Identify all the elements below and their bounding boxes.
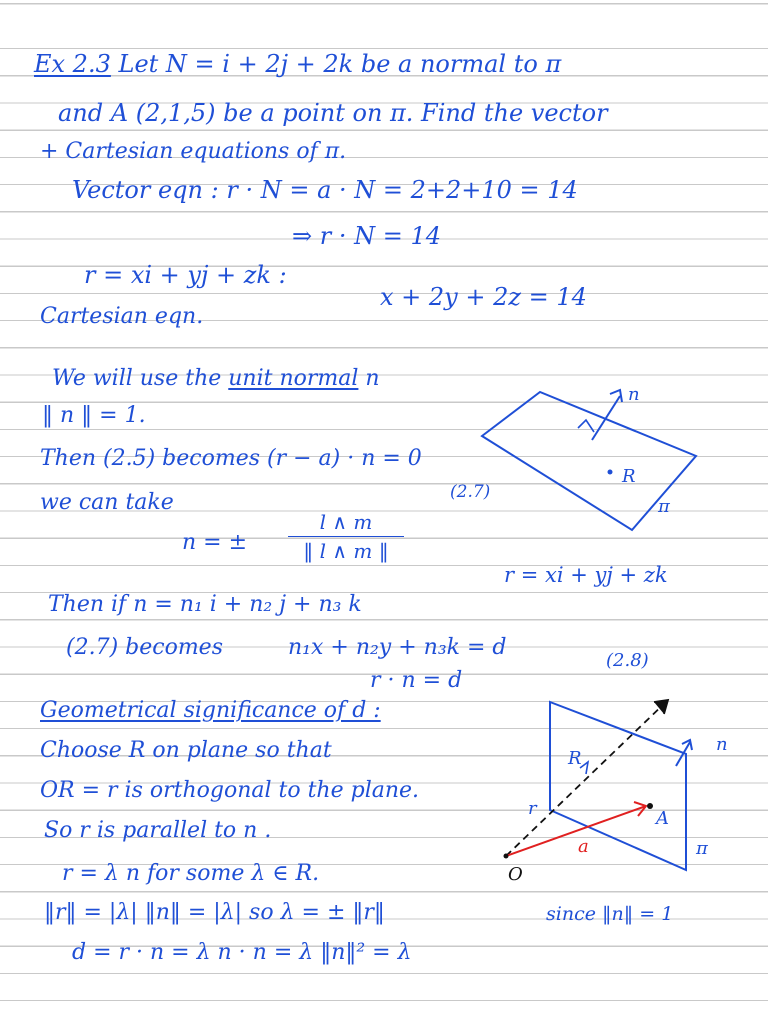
unit-normal-fraction: [288, 510, 404, 563]
choose-r-line: Choose R on plane so that: [40, 738, 332, 763]
origin-label: O: [508, 864, 523, 885]
plane-outline-2: [550, 702, 686, 870]
fraction-numerator: l ∧ m: [319, 510, 373, 534]
fraction-prefix: n = ±: [182, 530, 248, 555]
right-angle-mark-1: [578, 420, 594, 432]
example-line-2: and A (2,1,5) be a point on π. Find the vector: [58, 99, 608, 127]
normal-components-line: Then if n = n₁ i + n₂ j + n₃ k: [48, 592, 362, 617]
plane-diagram-1: [470, 370, 710, 540]
point-label-1: R: [622, 466, 636, 487]
position-vector-dashed: [506, 700, 668, 856]
dot-product-d: r · n = d: [370, 668, 463, 693]
parallel-line: So r is parallel to n .: [44, 818, 272, 843]
point-a-dot: [647, 803, 653, 809]
d-equals-lambda-line: d = r · n = λ n · n = λ ‖n‖² = λ: [72, 940, 412, 965]
cartesian-label: Cartesian eqn.: [40, 304, 204, 329]
vector-equation-result: ⇒ r · N = 14: [292, 222, 442, 250]
normal-arrowhead-1: [610, 390, 622, 402]
a-vector-label: a: [578, 836, 589, 857]
plane-diagram-2: [490, 690, 710, 890]
plane-label-1: π: [658, 496, 670, 517]
r-label-2: r: [528, 798, 537, 819]
vector-a-line: [506, 806, 646, 856]
lambda-line: r = λ n for some λ ∈ R.: [62, 861, 320, 886]
equation-2-5-line: Then (2.5) becomes (r − a) · n = 0: [40, 446, 422, 471]
norm-equals-one: ‖ n ‖ = 1.: [42, 403, 146, 428]
unit-normal-line: [52, 368, 380, 390]
point-r-dot-1: [608, 470, 613, 475]
normal-label-1: n: [628, 384, 640, 405]
normal-label-2: n: [716, 734, 728, 755]
example-line-3: + Cartesian equations of π.: [40, 139, 347, 164]
normal-vector-line-1: [592, 396, 620, 440]
example-tag: Ex 2.3: [34, 50, 111, 78]
a-point-label: A: [656, 808, 669, 829]
example-statement: Let N = i + 2j + 2k be a normal to π: [118, 50, 562, 78]
fraction-bar: [288, 536, 404, 537]
unit-normal-symbol: n: [365, 366, 380, 391]
orthogonal-line: OR = r is orthogonal to the plane.: [40, 778, 420, 803]
since-norm-one: since ‖n‖ = 1: [546, 903, 674, 925]
geometrical-significance-heading: Geometrical significance of d :: [40, 698, 381, 723]
plane-label-2: π: [696, 838, 708, 859]
origin-dot: [504, 854, 509, 859]
cartesian-equation: x + 2y + 2z = 14: [380, 283, 587, 311]
fraction-denominator: ‖ l ∧ m ‖: [303, 539, 389, 563]
equation-2-8: n₁x + n₂y + n₃k = d: [288, 635, 507, 660]
equation-tag-2-8: (2.8): [606, 650, 649, 671]
r-point-label-2: R: [568, 748, 582, 769]
norm-lambda-line: ‖r‖ = |λ| ‖n‖ = |λ| so λ = ± ‖r‖: [44, 900, 385, 925]
position-vector-repeat: r = xi + yj + zk: [504, 563, 668, 587]
example-line-1: [34, 52, 561, 76]
vector-equation-line: Vector eqn : r · N = a · N = 2+2+10 = 14: [72, 176, 578, 204]
unit-normal-term: unit normal: [228, 366, 359, 391]
equation-tag-2-7: (2.7): [450, 482, 491, 502]
normal-vector-line-2: [676, 742, 690, 766]
we-can-take-line: we can take: [40, 490, 174, 515]
unit-normal-pre: We will use the: [52, 366, 222, 391]
equation-2-7-becomes: (2.7) becomes: [66, 635, 223, 660]
position-vector-line: r = xi + yj + zk :: [84, 261, 287, 289]
